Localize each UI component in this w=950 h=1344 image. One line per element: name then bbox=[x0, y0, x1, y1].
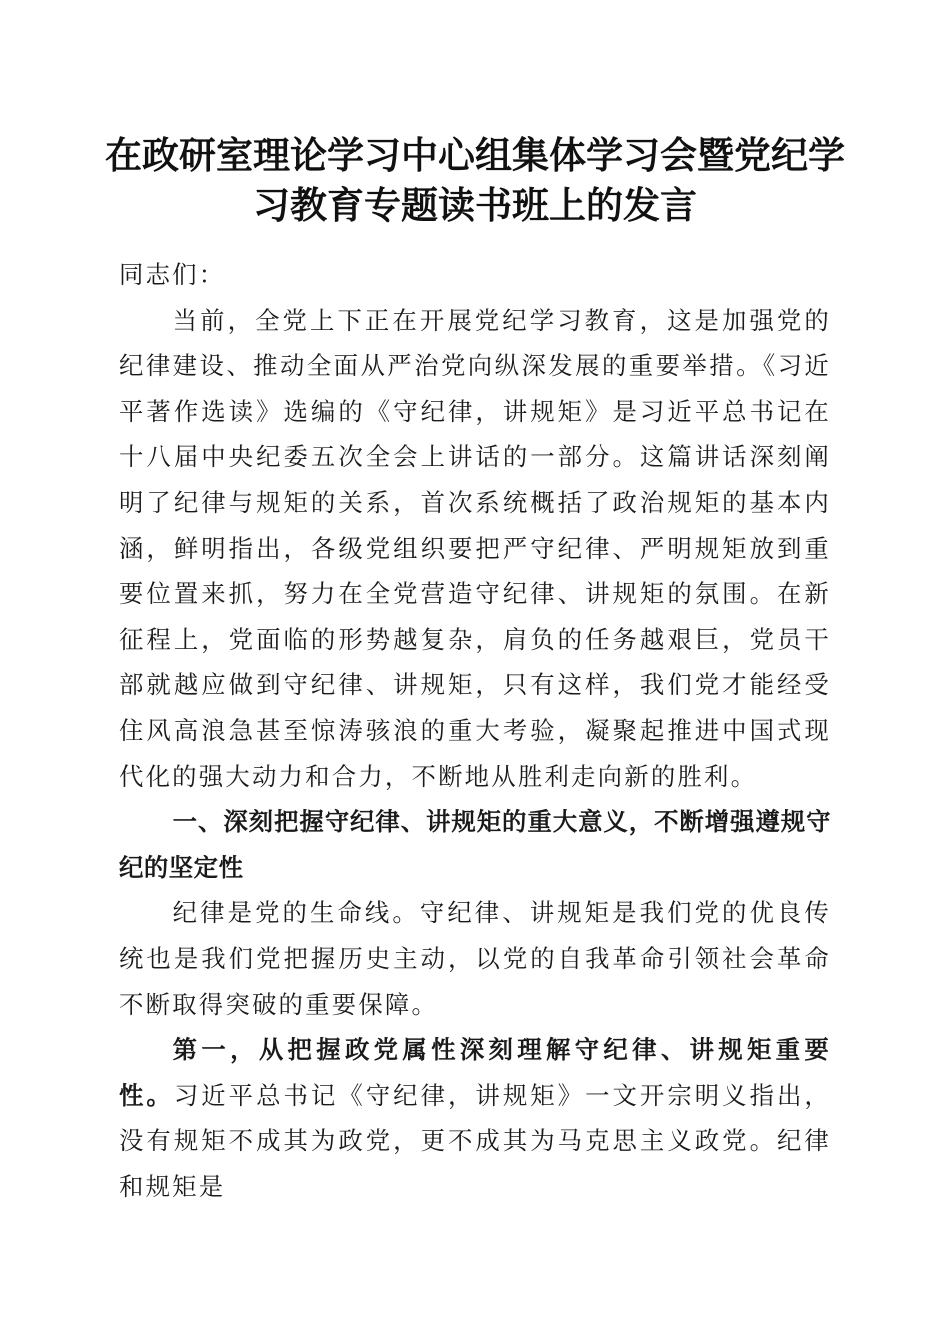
first-point-lead: 第一，从把握政党属性深刻理解守纪律、讲规矩重要性。 bbox=[119, 1035, 831, 1110]
paragraph-first-point bbox=[119, 1027, 831, 1209]
section-heading-1: 一、深刻把握守纪律、讲规矩的重大意义，不断增强遵规守纪的坚定性 bbox=[119, 807, 831, 882]
paragraph-intro: 当前，全党上下正在开展党纪学习教育，这是加强党的纪律建设、推动全面从严治党向纵深发展的重要举措。《习近平著作选读》选编的《守纪律，讲规矩》是习近平总书记在十八届中央纪委五次全会上讲话的一部分。这篇讲话深刻阐明了纪律与规矩的关系，首次系统概括了政治规矩的基本内涵，鲜明指出，各级党组织要把严守纪律、严明规矩放到重要位置来抓，努力在全党营造守纪律、讲规矩的氛围。在新征程上，党面临的形势越复杂，肩负的任务越艰巨，党员干部就越应做到守纪律、讲规矩，只有这样，我们党才能经受住风高浪急甚至惊涛骇浪的重大考验，凝聚起推进中国式现代化的强大动力和合力，不断地从胜利走向新的胜利。 bbox=[119, 305, 831, 791]
salutation: 同志们： bbox=[119, 260, 226, 289]
paragraph-discipline: 纪律是党的生命线。守纪律、讲规矩是我们党的优良传统也是我们党把握历史主动，以党的自我革命引领社会革命不断取得突破的重要保障。 bbox=[119, 898, 831, 1019]
document-title: 在政研室理论学习中心组集体学习会暨党纪学习教育专题读书班上的发言 bbox=[105, 133, 845, 227]
first-point-text: 习近平总书记《守纪律，讲规矩》一文开宗明义指出，没有规矩不成其为政党，更不成其为马克思主义政党。纪律和规矩是 bbox=[119, 1080, 831, 1201]
document-body bbox=[119, 252, 831, 1209]
